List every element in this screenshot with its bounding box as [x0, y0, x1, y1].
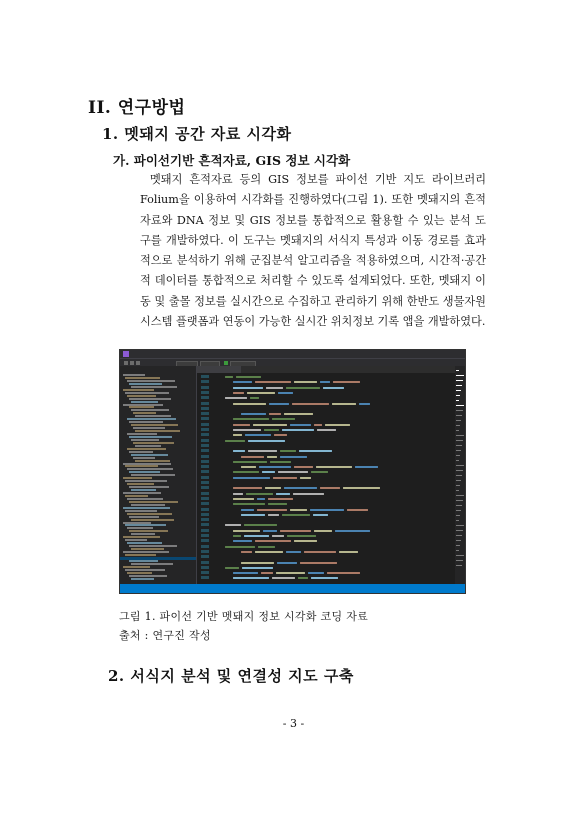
line-number-mark: [201, 465, 209, 468]
line-number-mark: [201, 561, 209, 564]
body-paragraph-block: [140, 170, 486, 332]
code-token: [233, 487, 262, 489]
code-token: [241, 413, 266, 415]
code-token: [335, 530, 370, 532]
code-token: [290, 509, 307, 511]
minimap-line: [456, 540, 461, 541]
code-token: [311, 577, 338, 579]
code-token: [317, 429, 336, 431]
code-token: [265, 487, 281, 489]
ide-menubar: [120, 350, 466, 358]
section-subheading: 1. 멧돼지 공간 자료 시각화: [102, 125, 292, 143]
explorer-tree-item: [123, 522, 151, 524]
explorer-tree-item: [127, 572, 152, 574]
code-token: [294, 540, 317, 542]
code-editor: [197, 366, 455, 584]
explorer-tree-item: [123, 389, 154, 391]
code-token: [290, 424, 311, 426]
explorer-tree-item: [131, 424, 178, 426]
line-number-mark: [201, 555, 209, 558]
minimap-line: [456, 500, 463, 501]
code-token: [300, 562, 337, 564]
explorer-tree-item: [131, 454, 168, 456]
line-number-mark: [201, 391, 209, 394]
code-token: [273, 477, 297, 479]
explorer-tree-item: [125, 569, 165, 571]
explorer-tree-item: [127, 448, 166, 450]
line-number-mark: [201, 550, 209, 553]
line-number-mark: [201, 470, 209, 473]
line-number-mark: [201, 407, 209, 410]
code-token: [287, 535, 316, 537]
minimap-line: [456, 490, 459, 491]
editor-tabs: [197, 366, 455, 373]
line-number-mark: [201, 396, 209, 399]
explorer-tree-item: [133, 427, 165, 429]
code-token: [268, 503, 287, 505]
line-number-mark: [201, 545, 209, 548]
code-token: [277, 562, 297, 564]
line-number-mark: [201, 508, 209, 511]
code-token: [241, 514, 265, 516]
code-token: [233, 503, 265, 505]
page-number: - 3 -: [282, 717, 305, 730]
code-token: [314, 530, 332, 532]
minimap-line: [456, 470, 463, 471]
code-token: [233, 572, 258, 574]
explorer-tree-item: [129, 471, 160, 473]
code-token: [267, 456, 277, 458]
code-token: [323, 387, 344, 389]
section-heading: II. 연구방법: [88, 98, 186, 118]
body-paragraph: 멧돼지 흔적자료 등의 GIS 정보를 파이선 기반 지도 라이브러리 Folium을 이용하여 시각화를 진행하였다(그림 1). 또한 멧돼지의 흔적자료와 DNA 정보 및 GIS 정보를 통합적으로 활용할 수 있는 분석 도구를 개발하였다. 이 도구는 멧돼지의 서식지 특성과 이동 경로를 효과적으로 분석하기 위해 군집분석 알고리즘을 적용하였으며, 시간적·공간적 데이터를 통합적으로 처리할 수 있도록 설계되었다. 또한, 멧돼지 이동 및 출몰 정보를 실시간으로 수집하고 관리하기 위해 한반도 생물자원시스템 플랫폼과 연동이 가능한 실시간 위치정보 기록 앱을 개발하였다.: [140, 173, 486, 329]
explorer-tree-item: [123, 477, 152, 479]
explorer-tree-item: [135, 445, 161, 447]
code-token: [264, 429, 279, 431]
line-number-mark: [201, 492, 209, 495]
minimap-line: [456, 415, 462, 416]
code-token: [241, 456, 264, 458]
explorer-tree-item: [123, 492, 161, 494]
minimap-line: [456, 425, 460, 426]
minimap-line: [456, 450, 461, 451]
section-subsubheading: 가. 파이선기반 흔적자료, GIS 정보 시각화: [113, 153, 351, 168]
explorer-tree-item: [123, 551, 169, 553]
line-number-mark: [201, 439, 209, 442]
code-token: [272, 418, 295, 420]
minimap-line: [456, 435, 464, 436]
line-number-mark: [201, 433, 209, 436]
code-token: [314, 424, 322, 426]
ide-screenshot-figure: [119, 349, 466, 594]
explorer-tree-item: [129, 436, 172, 438]
minimap-line: [456, 380, 463, 381]
explorer-tree-item: [131, 489, 156, 491]
code-token: [233, 577, 269, 579]
line-number-mark: [201, 428, 209, 431]
code-token: [300, 477, 311, 479]
line-number-mark: [201, 375, 209, 378]
code-token: [266, 387, 283, 389]
explorer-tree-item: [129, 421, 163, 423]
explorer-tree-item: [133, 457, 155, 459]
code-token: [225, 397, 247, 399]
explorer-tree-item: [127, 542, 162, 544]
code-token: [242, 567, 273, 569]
code-token: [313, 514, 328, 516]
code-token: [255, 540, 291, 542]
code-token: [320, 487, 340, 489]
code-token: [280, 450, 296, 452]
code-token: [233, 530, 260, 532]
code-token: [272, 577, 295, 579]
code-token: [268, 514, 279, 516]
explorer-tree-item: [125, 465, 158, 467]
code-token: [355, 466, 378, 468]
code-token: [241, 562, 274, 564]
explorer-tree-item: [135, 415, 171, 417]
explorer-tree-item: [125, 377, 160, 379]
line-number-mark: [201, 529, 209, 532]
line-number-mark: [201, 386, 209, 389]
code-token: [278, 471, 308, 473]
code-token: [299, 450, 332, 452]
code-token: [292, 403, 329, 405]
code-token: [233, 477, 270, 479]
explorer-tree-item: [133, 412, 156, 414]
line-number-mark: [201, 380, 209, 383]
line-number-mark: [201, 460, 209, 463]
code-token: [246, 493, 273, 495]
code-token: [233, 493, 243, 495]
minimap-line: [456, 565, 462, 566]
explorer-tree-item: [123, 507, 170, 509]
explorer-tree-item: [127, 498, 163, 500]
explorer-tree-item: [127, 468, 173, 470]
explorer-tree-item: [129, 486, 169, 488]
code-token: [233, 434, 242, 436]
code-token: [316, 466, 352, 468]
explorer-tree-item: [135, 430, 180, 432]
code-token: [233, 498, 254, 500]
code-token: [225, 546, 255, 548]
code-token: [248, 440, 285, 442]
code-token: [257, 498, 265, 500]
ide-logo-icon: [123, 351, 129, 357]
code-token: [255, 551, 283, 553]
code-token: [241, 509, 254, 511]
line-number-mark: [201, 534, 209, 537]
ide-status-bar: [120, 584, 465, 593]
minimap-line: [456, 375, 464, 376]
line-number-mark: [201, 417, 209, 420]
line-number-mark: [201, 518, 209, 521]
explorer-tree-item: [127, 380, 175, 382]
minimap-line: [456, 555, 464, 556]
code-token: [282, 429, 314, 431]
minimap-line: [456, 440, 463, 441]
code-token: [253, 424, 287, 426]
code-token: [233, 429, 261, 431]
code-token: [280, 530, 311, 532]
minimap-line: [456, 405, 464, 406]
explorer-tree-item: [131, 504, 165, 506]
minimap-line: [456, 495, 464, 496]
code-token: [310, 509, 344, 511]
code-token: [255, 381, 291, 383]
editor-tab: [238, 366, 276, 373]
explorer-tree-item: [131, 439, 159, 441]
code-token: [248, 450, 277, 452]
explorer-tree-item: [125, 524, 166, 526]
code-token: [233, 418, 269, 420]
figure-source: 출처 : 연구진 작성: [119, 629, 211, 642]
minimap-line: [456, 460, 459, 461]
explorer-tree-item: [123, 536, 160, 538]
explorer-tree-item: [131, 474, 175, 476]
back-icon: [124, 361, 128, 365]
minimap-line: [456, 370, 459, 371]
code-token: [311, 471, 328, 473]
explorer-tree-item: [129, 398, 171, 400]
code-token: [347, 509, 368, 511]
code-token: [333, 381, 360, 383]
code-token: [233, 381, 252, 383]
code-token: [241, 466, 256, 468]
minimap-line: [456, 400, 459, 401]
explorer-tree-item: [129, 406, 154, 408]
explorer-tree-item: [131, 548, 164, 550]
line-number-mark: [201, 423, 209, 426]
code-token: [320, 381, 330, 383]
line-number-mark: [201, 481, 209, 484]
code-token: [298, 577, 308, 579]
line-number-mark: [201, 455, 209, 458]
line-number-mark: [201, 486, 209, 489]
code-token: [245, 434, 271, 436]
line-number-mark: [201, 476, 209, 479]
minimap-line: [456, 465, 464, 466]
explorer-tree-item: [127, 483, 154, 485]
code-token: [233, 403, 266, 405]
code-token: [225, 524, 241, 526]
explorer-tree-item: [125, 392, 169, 394]
code-token: [332, 403, 356, 405]
forward-icon: [130, 361, 134, 365]
line-number-mark: [201, 402, 209, 405]
line-number-mark: [201, 539, 209, 542]
code-token: [276, 493, 290, 495]
code-token: [269, 403, 289, 405]
minimap-line: [456, 395, 460, 396]
code-token: [359, 403, 370, 405]
line-number-mark: [201, 523, 209, 526]
code-token: [233, 461, 267, 463]
editor-minimap: [455, 366, 465, 584]
line-number-mark: [201, 513, 209, 516]
code-token: [294, 381, 317, 383]
explorer-tree-item: [131, 401, 158, 403]
editor-tab-active: [197, 366, 241, 373]
explorer-tree-item: [125, 539, 147, 541]
explorer-tree-item: [131, 578, 154, 580]
explorer-tree-item: [131, 533, 155, 535]
explorer-tree-item: [129, 560, 158, 562]
code-token: [268, 498, 293, 500]
code-token: [233, 535, 241, 537]
explorer-tree-item: [129, 530, 168, 532]
code-token: [244, 535, 269, 537]
code-token: [241, 551, 252, 553]
explorer-tree-item: [123, 566, 150, 568]
line-number-mark: [201, 444, 209, 447]
explorer-tree-item: [131, 519, 174, 521]
minimap-line: [456, 560, 463, 561]
code-token: [259, 466, 291, 468]
code-token: [236, 376, 261, 378]
minimap-line: [456, 420, 461, 421]
explorer-tree-item: [127, 418, 176, 420]
minimap-line: [456, 390, 461, 391]
minimap-line: [456, 520, 459, 521]
save-icon: [136, 361, 140, 365]
code-token: [263, 530, 277, 532]
code-token: [325, 424, 350, 426]
code-token: [280, 456, 307, 458]
code-token: [284, 413, 313, 415]
code-token: [233, 450, 245, 452]
code-token: [233, 424, 250, 426]
code-token: [284, 487, 317, 489]
line-number-mark: [201, 566, 209, 569]
minimap-line: [456, 430, 459, 431]
explorer-tree-item: [129, 575, 167, 577]
code-token: [278, 392, 293, 394]
line-number-mark: [201, 571, 209, 574]
code-token: [233, 387, 263, 389]
code-token: [274, 434, 287, 436]
minimap-line: [456, 445, 462, 446]
line-number-mark: [201, 449, 209, 452]
code-token: [250, 397, 259, 399]
code-token: [339, 551, 358, 553]
minimap-line: [456, 485, 460, 486]
minimap-line: [456, 510, 461, 511]
figure-caption: 그림 1. 파이선 기반 멧돼지 정보 시각화 코딩 자료: [119, 610, 369, 623]
line-number-mark: [201, 576, 209, 579]
code-token: [257, 509, 287, 511]
explorer-tree-item: [125, 480, 167, 482]
code-token: [233, 540, 252, 542]
explorer-tree-item: [129, 516, 159, 518]
explorer-tree-item: [125, 554, 156, 556]
minimap-line: [456, 475, 462, 476]
explorer-tree-item: [133, 442, 174, 444]
code-token: [244, 524, 277, 526]
explorer-tree-item: [131, 409, 169, 411]
minimap-line: [456, 410, 463, 411]
code-token: [294, 466, 313, 468]
explorer-tree-item: [127, 433, 157, 435]
explorer-tree-item: [131, 386, 177, 388]
code-token: [293, 493, 324, 495]
code-token: [225, 376, 233, 378]
editor-tab: [273, 366, 311, 373]
code-token: [233, 471, 259, 473]
explorer-tree-item: [135, 460, 170, 462]
explorer-tree-item: [129, 383, 162, 385]
minimap-line: [456, 505, 462, 506]
minimap-line: [456, 385, 462, 386]
code-token: [258, 546, 275, 548]
run-icon: [224, 361, 228, 365]
line-number-mark: [201, 412, 209, 415]
next-section-subheading: 2. 서식지 분석 및 연결성 지도 구축: [108, 667, 354, 685]
code-token: [261, 572, 273, 574]
explorer-tree-item: [127, 513, 172, 515]
code-token: [233, 392, 244, 394]
line-number-mark: [201, 497, 209, 500]
code-token: [225, 567, 239, 569]
explorer-tree-item: [129, 501, 178, 503]
code-token: [286, 551, 301, 553]
explorer-tree-item: [129, 545, 177, 547]
solution-explorer: [120, 366, 197, 584]
explorer-tree-item: [127, 527, 153, 529]
minimap-line: [456, 480, 461, 481]
code-token: [308, 572, 324, 574]
minimap-line: [456, 455, 460, 456]
explorer-tree-item: [123, 463, 171, 465]
code-token: [304, 551, 336, 553]
code-token: [262, 471, 275, 473]
explorer-tree-item: [123, 374, 145, 376]
minimap-line: [456, 535, 462, 536]
explorer-tree-item: [127, 395, 156, 397]
code-token: [286, 387, 320, 389]
minimap-line: [456, 525, 464, 526]
minimap-line: [456, 545, 460, 546]
code-token: [343, 487, 380, 489]
explorer-tree-item: [125, 510, 157, 512]
explorer-tree-item: [123, 404, 163, 406]
code-token: [270, 461, 291, 463]
minimap-line: [456, 550, 459, 551]
code-token: [276, 572, 305, 574]
code-token: [272, 535, 284, 537]
minimap-line: [456, 515, 460, 516]
explorer-tree-item: [131, 563, 173, 565]
code-token: [327, 572, 360, 574]
code-token: [269, 413, 281, 415]
line-number-mark: [201, 502, 209, 505]
code-token: [282, 514, 310, 516]
code-token: [247, 392, 275, 394]
explorer-tree-item: [129, 451, 153, 453]
minimap-line: [456, 530, 463, 531]
code-token: [225, 440, 245, 442]
explorer-tree-item: [125, 495, 148, 497]
